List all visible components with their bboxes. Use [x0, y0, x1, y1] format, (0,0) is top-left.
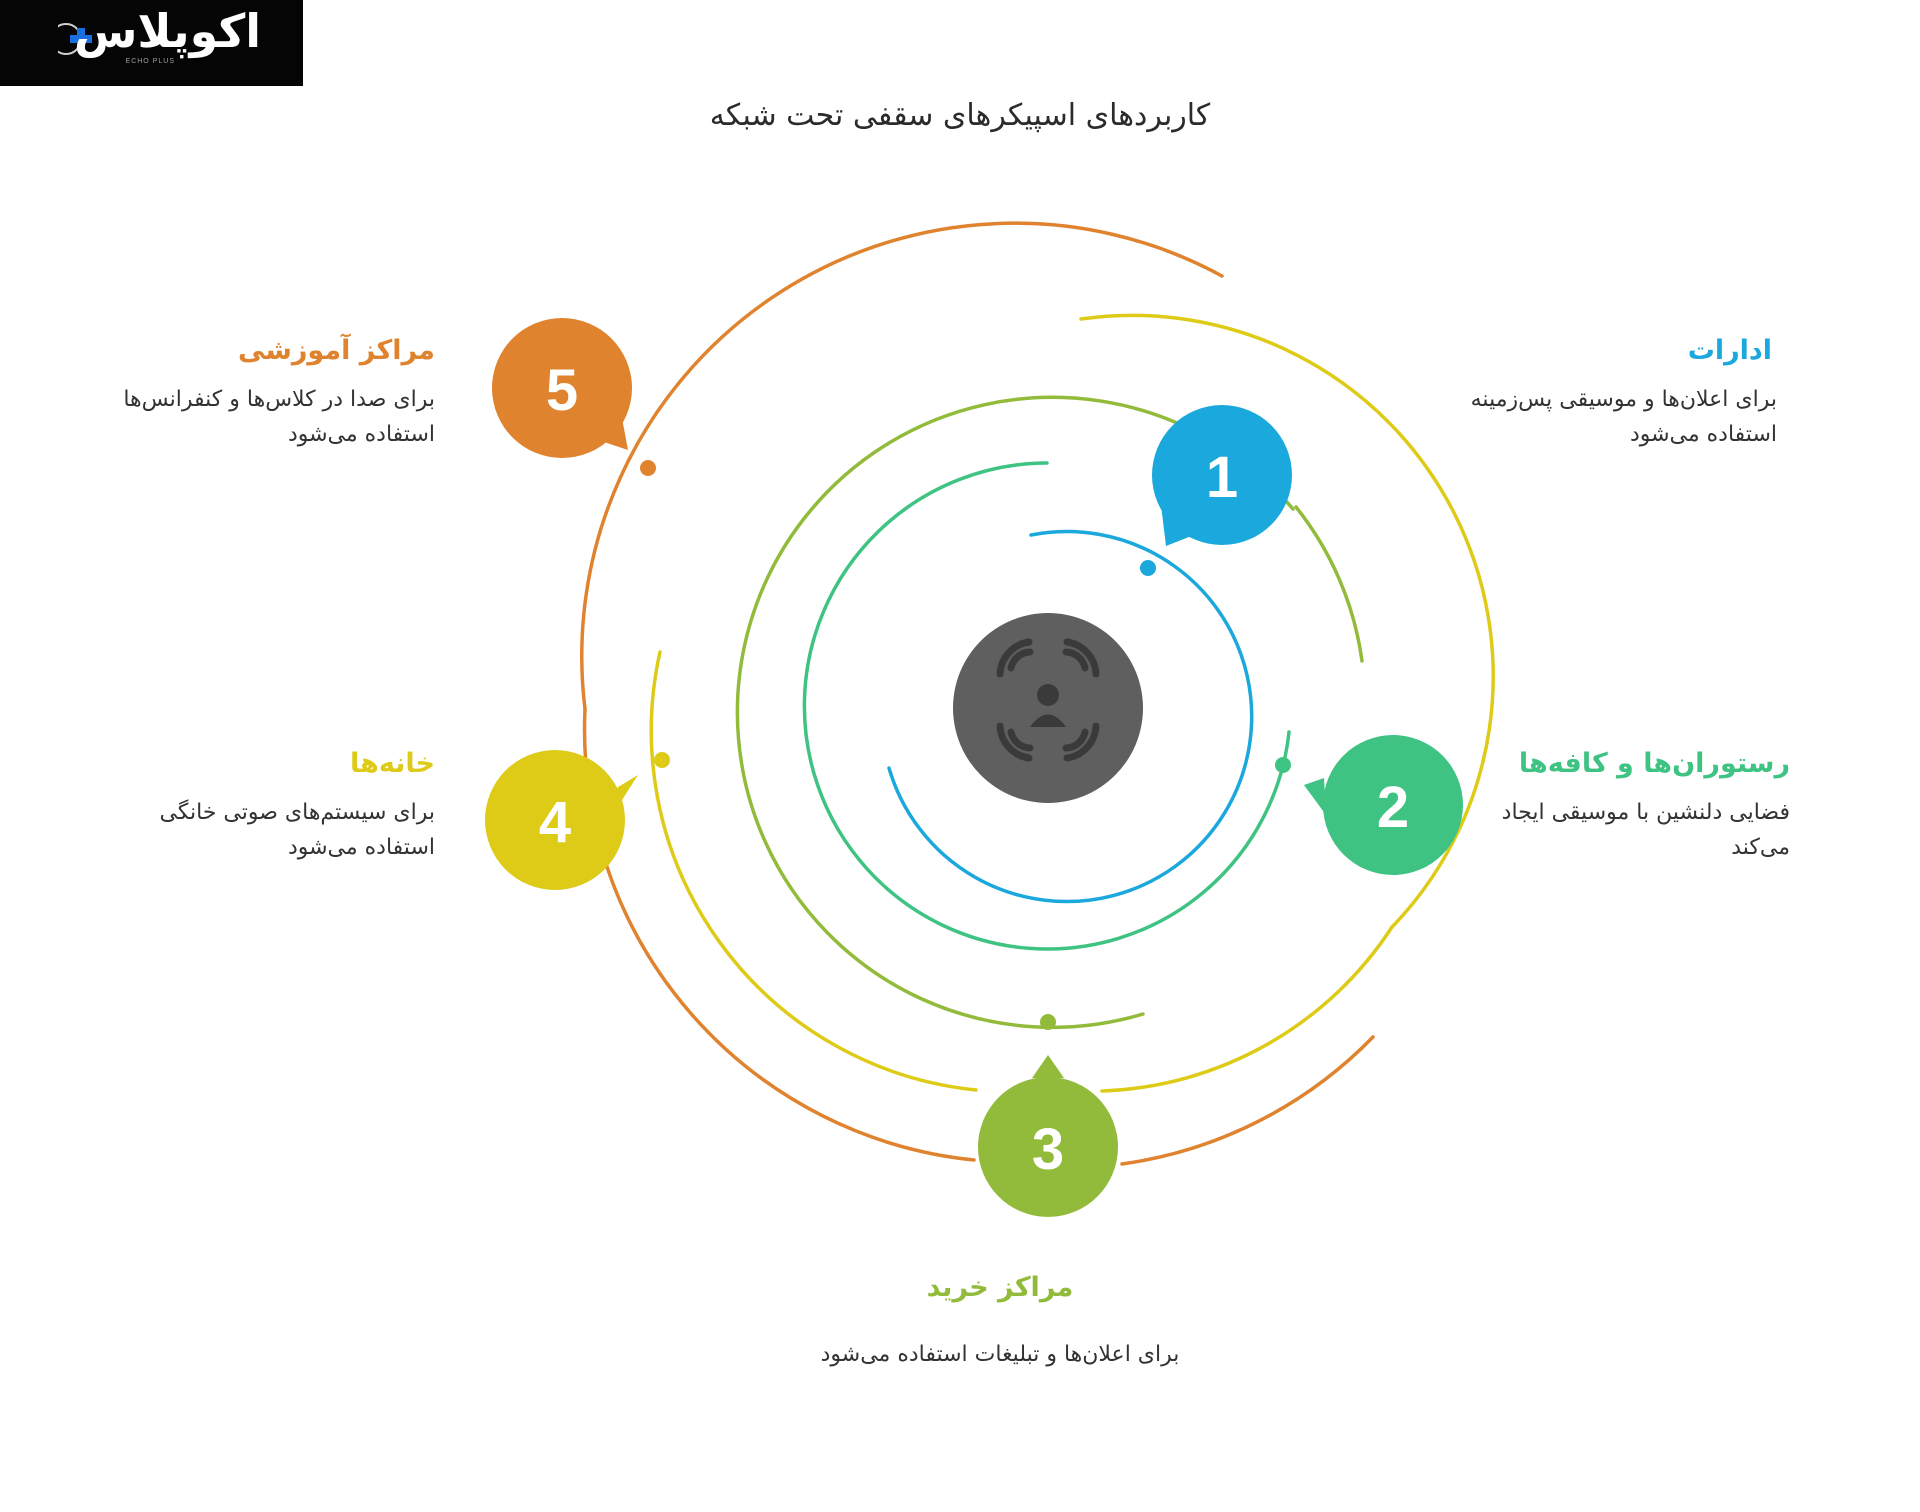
ring-5-arc-b — [585, 709, 974, 1160]
ring-4-dot — [654, 752, 670, 768]
page-title: کاربردهای اسپیکرهای سقفی تحت شبکه — [709, 98, 1211, 133]
ring-5-dot — [640, 460, 656, 476]
item-3-desc-line1: برای اعلان‌ها و تبلیغات استفاده می‌شود — [820, 1342, 1180, 1367]
item-1-text — [1440, 335, 1777, 452]
pin-2-number: 2 — [1376, 775, 1410, 840]
ring-3-arc-b — [1296, 507, 1362, 661]
pin-1-number: 1 — [1205, 445, 1239, 510]
item-3-block — [760, 1272, 1240, 1372]
pin-1 — [1152, 405, 1292, 546]
item-5-title: مراکز آموزشی — [238, 335, 435, 366]
item-3-title: مراکز خرید — [926, 1272, 1074, 1303]
item-4-desc-line1: برای سیستم‌های صوتی خانگی — [159, 800, 435, 825]
center-circle — [953, 613, 1143, 803]
item-4-title: خانه‌ها — [350, 748, 435, 779]
ring-1-dot — [1140, 560, 1156, 576]
ring-2-dot — [1275, 757, 1291, 773]
pin-2 — [1304, 735, 1463, 875]
logo-wordmark: اکوپلاس — [73, 4, 261, 58]
ring-5-arc-a — [582, 223, 1222, 709]
item-4-desc-line2: استفاده می‌شود — [287, 835, 435, 860]
item-2-title: رستوران‌ها و کافه‌ها — [1518, 748, 1790, 779]
pin-5 — [492, 318, 632, 458]
ring-3-dot — [1040, 1014, 1056, 1030]
ring-4-arc-b — [1102, 927, 1392, 1091]
item-5-desc-line2: استفاده می‌شود — [287, 422, 435, 447]
pin-5-number: 5 — [545, 358, 579, 423]
item-1-title: ادارات — [1687, 335, 1772, 366]
logo-subtext: ECHO PLUS — [125, 58, 175, 65]
pin-3 — [978, 1055, 1118, 1217]
item-2-desc-line1: فضایی دلنشین با موسیقی ایجاد — [1501, 800, 1790, 825]
item-1-desc-line1: برای اعلان‌ها و موسیقی پس‌زمینه — [1470, 387, 1777, 412]
item-4-block — [0, 748, 435, 865]
pin-4 — [485, 750, 638, 890]
item-5-block — [0, 335, 435, 452]
item-1-desc-line2: استفاده می‌شود — [1629, 422, 1777, 447]
item-2-desc-line2: می‌کند — [1731, 835, 1790, 860]
item-2-block — [1501, 748, 1790, 865]
pin-3-number: 3 — [1031, 1117, 1065, 1182]
item-5-desc-line1: برای صدا در کلاس‌ها و کنفرانس‌ها — [123, 387, 435, 412]
pin-4-number: 4 — [538, 790, 572, 855]
